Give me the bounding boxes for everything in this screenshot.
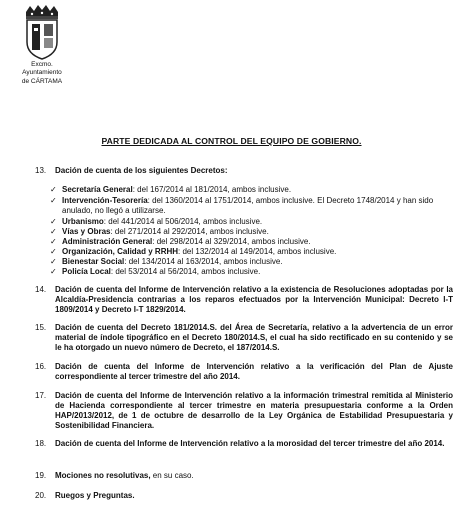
item-number: 20. — [35, 491, 47, 500]
item-number: 15. — [35, 323, 47, 332]
item-number: 16. — [35, 362, 47, 371]
checkmark-icon: ✓ — [50, 196, 57, 205]
decree-text: : del 134/2014 al 163/2014, ambos inclusive. — [124, 257, 283, 266]
item-text: Dación de cuenta del Informe de Intervención relativo a la morosidad del tercer trimestre del año 2014. — [55, 439, 445, 448]
decree-label: Policía Local — [62, 267, 111, 276]
item-number: 13. — [35, 166, 47, 175]
checkmark-icon: ✓ — [50, 185, 57, 194]
decree-label: Secretaría General — [62, 185, 133, 194]
decree-label: Organización, Calidad y RRHH — [62, 247, 179, 256]
checkmark-icon: ✓ — [50, 237, 57, 246]
checkmark-icon: ✓ — [50, 227, 57, 236]
decree-label: Intervención-Tesorería — [62, 196, 148, 205]
item-text: Dación de cuenta del Decreto 181/2014.S. del Área de Secretaría, relativo a la advertencia de un error material de índole tipográfico en el Decreto 180/2014.S, el cual ha sido rectificado en su contenido y se le ha otorgado un nuevo número de Decreto, el 187/2014.S. — [55, 323, 453, 352]
item-text: Dación de cuenta del Informe de Intervención relativo a la información trimestral remitida al Ministerio de Hacienda correspondiente al tercer trimestre en materia presupuestaria conforme a la Orden HAP/2013/2012, de 1 de octubre de desarrollo de la Ley Orgánica de Estabilidad Presupuestaria y Sostenibilidad Financiera. — [55, 391, 453, 430]
decree-label: Administración General — [62, 237, 153, 246]
decree-text: : del 167/2014 al 181/2014, ambos inclusive. — [132, 185, 292, 194]
decree-item-bienestar — [50, 257, 452, 267]
decree-item-secretaria — [50, 185, 452, 195]
decree-text: : del 53/2014 al 56/2014, ambos inclusive. — [110, 267, 261, 276]
decree-label: Urbanismo — [62, 217, 104, 226]
item-number: 17. — [35, 391, 47, 400]
org-name-line1: Excmo. Ayuntamiento — [22, 61, 62, 76]
decree-text: : del 132/2014 al 149/2014, ambos inclusive. — [178, 247, 337, 256]
item-text-rest: en su caso. — [150, 471, 194, 480]
decree-text: : del 441/2014 al 506/2014, ambos inclusive. — [103, 217, 263, 226]
item-text: Dación de cuenta del Informe de Intervención relativo a la existencia de Resoluciones adoptadas por la Alcaldía-Presidencia contrarias a los reparos efectuados por la Intervención Municipal: Decreto I-T 1809/2014 y Decreto I-T 1829/2014. — [55, 285, 453, 314]
decree-item-urbanismo — [50, 217, 452, 227]
decree-item-intervencion — [50, 196, 452, 216]
decree-text: : del 271/2014 al 292/2014, ambos inclusive. — [110, 227, 269, 236]
decree-text: : del 1360/2014 al 1751/2014, ambos inclusive. El Decreto 1748/2014 y han sido anulado, no llegó a utilizarse. — [62, 196, 434, 215]
item-text: Dación de cuenta de los siguientes Decretos: — [55, 166, 228, 175]
item-number: 19. — [35, 471, 47, 480]
decree-text: : del 298/2014 al 329/2014, ambos inclusive. — [152, 237, 311, 246]
item-number: 14. — [35, 285, 47, 294]
checkmark-icon: ✓ — [50, 267, 57, 276]
item-text-bold: Mociones no resolutivas, — [55, 471, 151, 480]
decree-item-organizacion — [50, 247, 452, 257]
item-text: Dación de cuenta del Informe de Intervención relativo a la verificación del Plan de Ajuste correspondiente al tercer trimestre del año 2014. — [55, 362, 453, 381]
item-number: 18. — [35, 439, 47, 448]
item-text — [55, 471, 453, 481]
checkmark-icon: ✓ — [50, 257, 57, 266]
decree-item-policia — [50, 267, 452, 277]
decree-label: Vías y Obras — [62, 227, 111, 236]
org-name-line2: de CÁRTAMA — [21, 78, 63, 85]
checkmark-icon: ✓ — [50, 247, 57, 256]
coat-of-arms-icon — [20, 4, 64, 60]
decree-item-admin-general — [50, 237, 452, 247]
decree-item-vias-obras — [50, 227, 452, 237]
municipal-logo — [12, 4, 72, 86]
checkmark-icon: ✓ — [50, 217, 57, 226]
item-text: Ruegos y Preguntas. — [55, 491, 135, 500]
section-title: PARTE DEDICADA AL CONTROL DEL EQUIPO DE GOBIERNO. — [101, 136, 362, 146]
decree-label: Bienestar Social — [62, 257, 125, 266]
